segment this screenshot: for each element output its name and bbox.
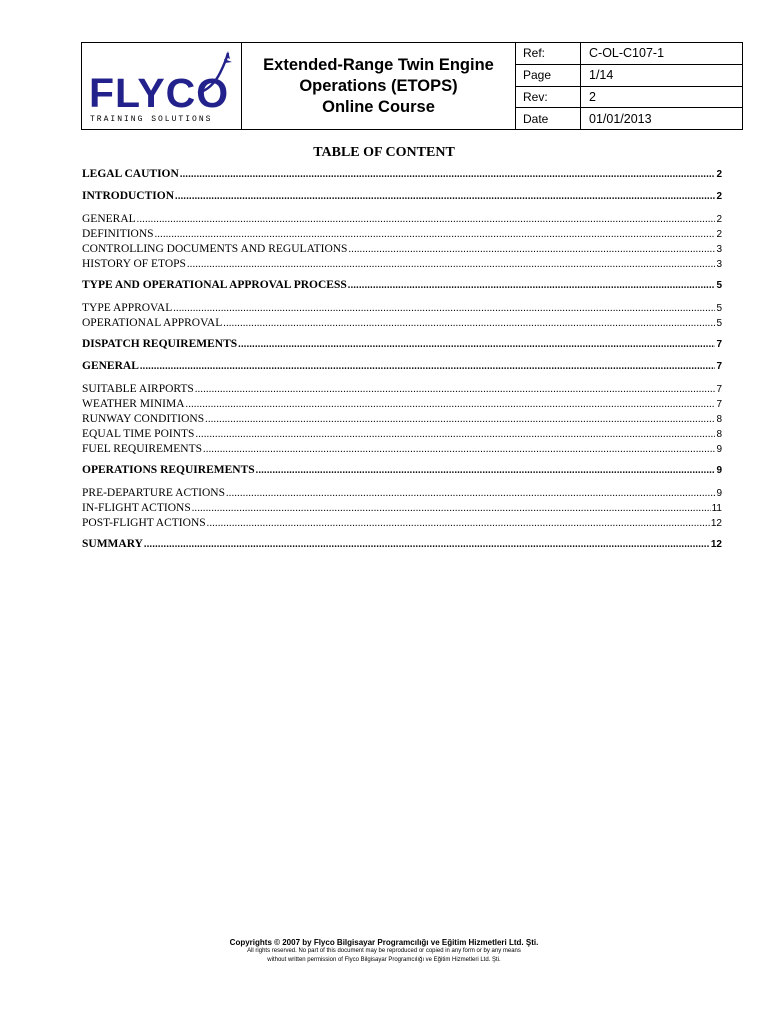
dot-leader bbox=[256, 465, 716, 476]
meta-row-page bbox=[516, 65, 742, 87]
meta-row-date bbox=[516, 108, 742, 129]
dot-leader bbox=[186, 399, 716, 410]
toc-entry[interactable] bbox=[82, 517, 722, 532]
toc-entry[interactable] bbox=[82, 383, 722, 398]
toc-entry-page: 2 bbox=[716, 214, 722, 225]
toc-entry-label: RUNWAY CONDITIONS bbox=[82, 413, 205, 425]
rights-line: All rights reserved. No part of this document may be reproduced or copied in any form or by any means bbox=[247, 948, 521, 954]
toc-entry-page: 7 bbox=[716, 361, 722, 372]
table-of-contents bbox=[82, 168, 722, 554]
toc-entry-page: 8 bbox=[716, 429, 722, 440]
dot-leader bbox=[226, 488, 715, 499]
toc-entry-page: 9 bbox=[716, 465, 722, 476]
toc-entry[interactable] bbox=[82, 360, 722, 376]
toc-entry[interactable] bbox=[82, 464, 722, 480]
toc-entry-page: 8 bbox=[716, 414, 722, 425]
toc-entry-label: LEGAL CAUTION bbox=[82, 168, 179, 180]
dot-leader bbox=[348, 244, 715, 255]
document-header bbox=[81, 42, 743, 130]
toc-entry-page: 11 bbox=[711, 503, 722, 514]
toc-entry-page: 9 bbox=[716, 444, 722, 455]
toc-entry[interactable] bbox=[82, 243, 722, 258]
toc-entry-page: 9 bbox=[716, 488, 722, 499]
toc-entry-label: TYPE APPROVAL bbox=[82, 302, 173, 314]
toc-entry[interactable] bbox=[82, 279, 722, 295]
airplane-icon bbox=[194, 49, 234, 95]
toc-entry-label: POST-FLIGHT ACTIONS bbox=[82, 517, 206, 529]
document-meta bbox=[516, 43, 742, 129]
toc-entry[interactable] bbox=[82, 502, 722, 517]
meta-key: Ref: bbox=[516, 43, 581, 64]
title-line-2: Operations (ETOPS) bbox=[299, 76, 458, 95]
document-title bbox=[242, 43, 516, 129]
logo-cell bbox=[82, 43, 242, 129]
dot-leader bbox=[348, 280, 716, 291]
toc-entry-label: GENERAL bbox=[82, 213, 136, 225]
dot-leader bbox=[203, 444, 715, 455]
toc-entry-page: 5 bbox=[716, 280, 722, 291]
toc-entry-label: EQUAL TIME POINTS bbox=[82, 428, 195, 440]
toc-entry-label: SUITABLE AIRPORTS bbox=[82, 383, 194, 395]
toc-entry-label: PRE-DEPARTURE ACTIONS bbox=[82, 487, 225, 499]
toc-entry-page: 2 bbox=[716, 169, 722, 180]
toc-entry[interactable] bbox=[82, 443, 722, 458]
toc-entry-page: 5 bbox=[716, 318, 722, 329]
toc-entry-page: 2 bbox=[716, 191, 722, 202]
dot-leader bbox=[180, 169, 716, 180]
toc-entry-page: 7 bbox=[716, 384, 722, 395]
dot-leader bbox=[187, 259, 715, 270]
meta-row-ref bbox=[516, 43, 742, 65]
dot-leader bbox=[144, 539, 710, 550]
title-line-1: Extended-Range Twin Engine bbox=[263, 55, 494, 74]
toc-entry-label: HISTORY OF ETOPS bbox=[82, 258, 186, 270]
toc-entry-label: CONTROLLING DOCUMENTS AND REGULATIONS bbox=[82, 243, 348, 255]
toc-entry-label: OPERATIONAL APPROVAL bbox=[82, 317, 223, 329]
dot-leader bbox=[223, 318, 715, 329]
toc-heading: TABLE OF CONTENT bbox=[313, 145, 455, 160]
meta-value: C-OL-C107-1 bbox=[589, 46, 665, 61]
toc-entry[interactable] bbox=[82, 228, 722, 243]
toc-entry-label: INTRODUCTION bbox=[82, 190, 175, 202]
dot-leader bbox=[155, 229, 716, 240]
title-line-3: Online Course bbox=[322, 97, 435, 116]
dot-leader bbox=[175, 191, 715, 202]
dot-leader bbox=[173, 303, 715, 314]
toc-entry[interactable] bbox=[82, 338, 722, 354]
toc-entry[interactable] bbox=[82, 538, 722, 554]
toc-entry-page: 3 bbox=[716, 244, 722, 255]
toc-entry-page: 7 bbox=[716, 339, 722, 350]
permission-line: without written permission of Flyco Bilgisayar Programcılığı ve Eğitim Hizmetleri Ltd. Şti. bbox=[267, 957, 501, 963]
meta-value: 1/14 bbox=[589, 68, 614, 83]
toc-entry-page: 7 bbox=[716, 399, 722, 410]
logo-tagline: TRAINING SOLUTIONS bbox=[90, 115, 213, 124]
toc-entry-page: 5 bbox=[716, 303, 722, 314]
dot-leader bbox=[207, 518, 710, 529]
toc-entry-label: SUMMARY bbox=[82, 538, 143, 550]
toc-entry-page: 3 bbox=[716, 259, 722, 270]
toc-entry[interactable] bbox=[82, 398, 722, 413]
dot-leader bbox=[192, 503, 711, 514]
toc-entry[interactable] bbox=[82, 428, 722, 443]
toc-entry-label: TYPE AND OPERATIONAL APPROVAL PROCESS bbox=[82, 279, 347, 291]
company-logo: FLYCO bbox=[89, 70, 230, 116]
meta-value: 01/01/2013 bbox=[589, 111, 652, 126]
toc-entry-label: WEATHER MINIMA bbox=[82, 398, 185, 410]
toc-entry-label: GENERAL bbox=[82, 360, 139, 372]
dot-leader bbox=[137, 214, 716, 225]
toc-entry-page: 12 bbox=[710, 518, 722, 529]
toc-entry[interactable] bbox=[82, 213, 722, 228]
meta-row-rev bbox=[516, 87, 742, 109]
meta-key: Rev: bbox=[516, 87, 581, 108]
toc-entry[interactable] bbox=[82, 190, 722, 206]
meta-value: 2 bbox=[589, 89, 596, 104]
toc-entry-page: 12 bbox=[710, 539, 722, 550]
dot-leader bbox=[238, 339, 715, 350]
dot-leader bbox=[205, 414, 715, 425]
toc-entry-label: IN-FLIGHT ACTIONS bbox=[82, 502, 191, 514]
toc-entry[interactable] bbox=[82, 487, 722, 502]
toc-entry-label: OPERATIONS REQUIREMENTS bbox=[82, 464, 255, 476]
meta-key: Date bbox=[516, 108, 581, 129]
toc-entry[interactable] bbox=[82, 302, 722, 317]
meta-key: Page bbox=[516, 65, 581, 86]
toc-entry-label: DEFINITIONS bbox=[82, 228, 154, 240]
toc-entry[interactable] bbox=[82, 168, 722, 184]
toc-entry[interactable] bbox=[82, 413, 722, 428]
dot-leader bbox=[195, 429, 715, 440]
page-footer bbox=[0, 938, 768, 965]
toc-entry-label: FUEL REQUIREMENTS bbox=[82, 443, 203, 455]
toc-entry[interactable] bbox=[82, 258, 722, 273]
dot-leader bbox=[195, 384, 716, 395]
dot-leader bbox=[140, 361, 716, 372]
toc-entry-label: DISPATCH REQUIREMENTS bbox=[82, 338, 238, 350]
toc-entry-page: 2 bbox=[716, 229, 722, 240]
toc-entry[interactable] bbox=[82, 317, 722, 332]
copyright-line: Copyrights © 2007 by Flyco Bilgisayar Programcılığı ve Eğitim Hizmetleri Ltd. Şti. bbox=[229, 938, 539, 947]
